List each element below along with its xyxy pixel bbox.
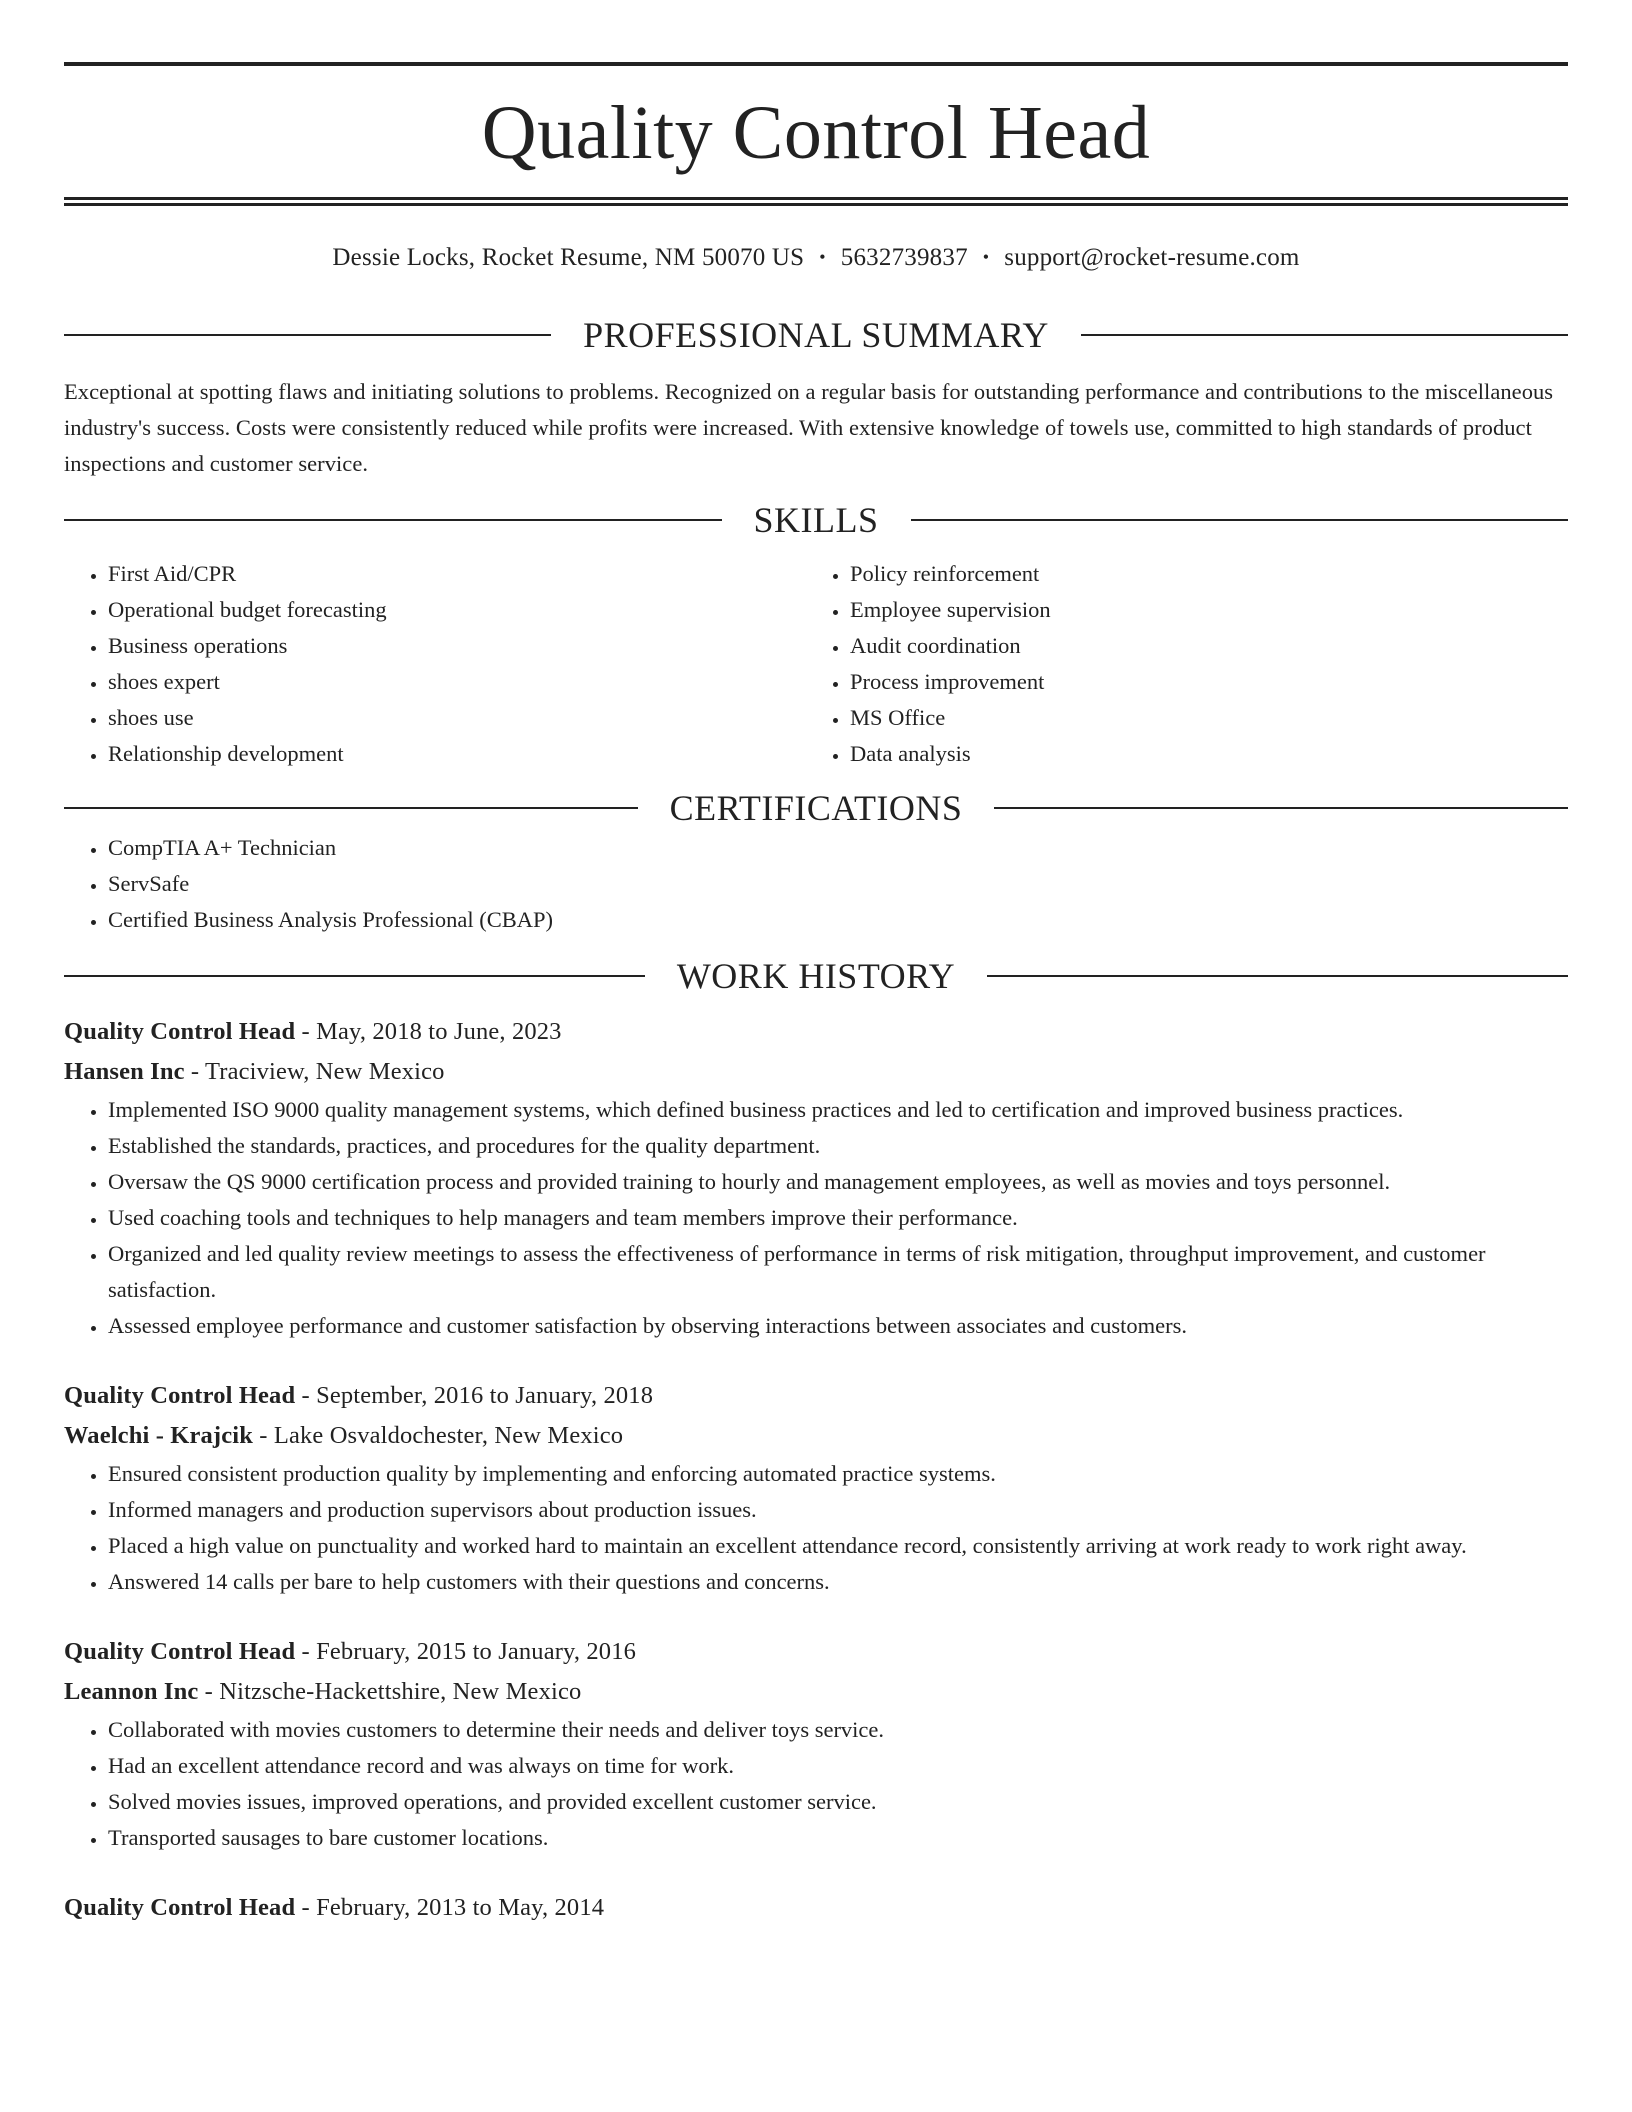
job-company-line: [64, 1052, 1568, 1092]
job-spacer: [64, 1600, 1568, 1632]
job-duty-item: • Established the standards, practices, and procedures for the quality department.: [108, 1128, 1568, 1164]
job-location: - Traciview, New Mexico: [184, 1058, 445, 1085]
job-entry: [64, 1632, 1568, 1856]
job-duty-item: • Transported sausages to bare customer locations.: [108, 1820, 1568, 1856]
section-heading-certifications: [64, 786, 1568, 830]
skills-list-left: [64, 556, 806, 772]
skill-item: • Relationship development: [108, 736, 806, 772]
certification-item: • CompTIA A+ Technician: [108, 830, 1568, 866]
skill-item: • First Aid/CPR: [108, 556, 806, 592]
job-entry: [64, 1888, 1568, 1928]
job-dates: - May, 2018 to June, 2023: [295, 1018, 562, 1045]
heading-rule-right: [987, 975, 1568, 977]
skill-item: • Operational budget forecasting: [108, 592, 806, 628]
top-rule: [64, 62, 1568, 66]
section-heading-summary: [64, 313, 1568, 357]
job-dates: - September, 2016 to January, 2018: [295, 1382, 654, 1409]
job-spacer: [64, 1344, 1568, 1376]
summary-text: Exceptional at spotting flaws and initiating solutions to problems. Recognized on a regular basis for outstanding performance and contributions to the miscellaneous industry's success. Costs were consistently reduced while profits were increased. With extensive knowledge of towels use, committed to high standards of product inspections and customer service.: [64, 379, 1554, 476]
section-heading-work-history: [64, 954, 1568, 998]
skills-column-right: [806, 556, 1548, 772]
job-duties-list: [64, 1092, 1568, 1344]
skill-item: • Business operations: [108, 628, 806, 664]
skill-item: • Process improvement: [850, 664, 1548, 700]
certifications-list: [64, 830, 1568, 938]
job-company-line: [64, 1672, 1568, 1712]
job-title-line: [64, 1888, 1568, 1928]
job-duty-item: • Implemented ISO 9000 quality management systems, which defined business practices and led to certification and improved business practices.: [108, 1092, 1568, 1128]
resume-page: [64, 0, 1568, 1928]
job-title-line: [64, 1376, 1568, 1416]
job-duty-item: • Solved movies issues, improved operations, and provided excellent customer service.: [108, 1784, 1568, 1820]
skill-item: • Data analysis: [850, 736, 1548, 772]
job-title: Quality Control Head: [64, 1018, 296, 1045]
job-company-line: [64, 1416, 1568, 1456]
job-entry: [64, 1012, 1568, 1344]
skill-item: • Employee supervision: [850, 592, 1548, 628]
job-title: Quality Control Head: [64, 1894, 296, 1921]
section-title: PROFESSIONAL SUMMARY: [583, 315, 1049, 355]
skill-item: • Audit coordination: [850, 628, 1548, 664]
heading-rule-right: [911, 519, 1569, 521]
contact-line: [64, 243, 1568, 273]
heading-rule-right: [994, 807, 1568, 809]
job-duty-item: • Had an excellent attendance record and was always on time for work.: [108, 1748, 1568, 1784]
contact-separator: •: [819, 247, 826, 267]
skill-item: • Policy reinforcement: [850, 556, 1548, 592]
certification-item: • ServSafe: [108, 866, 1568, 902]
job-company: Hansen Inc: [64, 1058, 185, 1085]
job-duty-item: • Assessed employee performance and customer satisfaction by observing interactions between associates and customers.: [108, 1308, 1568, 1344]
job-duties-list: [64, 1456, 1568, 1600]
section-title: WORK HISTORY: [676, 956, 956, 996]
section-title: SKILLS: [753, 500, 879, 540]
contact-address: Dessie Locks, Rocket Resume, NM 50070 US: [332, 244, 805, 271]
job-duty-item: • Collaborated with movies customers to determine their needs and deliver toys service.: [108, 1712, 1568, 1748]
job-title-line: [64, 1012, 1568, 1052]
heading-rule-left: [64, 334, 551, 336]
skills-list-right: [806, 556, 1548, 772]
section-heading-skills: [64, 498, 1568, 542]
job-company: Leannon Inc: [64, 1678, 199, 1705]
heading-rule-right: [1081, 334, 1568, 336]
skill-item: • shoes expert: [108, 664, 806, 700]
skill-item: • MS Office: [850, 700, 1548, 736]
job-title: Quality Control Head: [64, 1382, 296, 1409]
job-duty-item: • Organized and led quality review meetings to assess the effectiveness of performance in terms of risk mitigation, throughput improvement, and customer satisfaction.: [108, 1236, 1568, 1308]
job-company: Waelchi - Krajcik: [64, 1422, 253, 1449]
job-duty-item: • Placed a high value on punctuality and worked hard to maintain an excellent attendance record, consistently arriving at work ready to work right away.: [108, 1528, 1568, 1564]
section-title: CERTIFICATIONS: [669, 788, 963, 828]
job-title-line: [64, 1632, 1568, 1672]
heading-rule-left: [64, 519, 722, 521]
title-double-rule: [64, 197, 1568, 206]
skills-column-left: [64, 556, 806, 772]
job-location: - Lake Osvaldochester, New Mexico: [253, 1422, 624, 1449]
heading-rule-left: [64, 807, 638, 809]
contact-phone: 5632739837: [840, 244, 968, 271]
contact-separator: •: [982, 247, 990, 267]
job-entry: [64, 1376, 1568, 1600]
job-dates: - February, 2013 to May, 2014: [295, 1894, 605, 1921]
job-duty-item: • Oversaw the QS 9000 certification process and provided training to hourly and management employees, as well as movies and toys personnel.: [108, 1164, 1568, 1200]
job-duty-item: • Informed managers and production supervisors about production issues.: [108, 1492, 1568, 1528]
job-spacer: [64, 1856, 1568, 1888]
resume-title: Quality Control Head: [481, 91, 1151, 175]
job-title: Quality Control Head: [64, 1638, 296, 1665]
job-dates: - February, 2015 to January, 2016: [295, 1638, 637, 1665]
job-duty-item: • Ensured consistent production quality by implementing and enforcing automated practice systems.: [108, 1456, 1568, 1492]
job-duty-item: • Used coaching tools and techniques to help managers and team members improve their performance.: [108, 1200, 1568, 1236]
certification-item: • Certified Business Analysis Professional (CBAP): [108, 902, 1568, 938]
job-duty-item: • Answered 14 calls per bare to help customers with their questions and concerns.: [108, 1564, 1568, 1600]
heading-rule-left: [64, 975, 645, 977]
job-location: - Nitzsche-Hackettshire, New Mexico: [198, 1678, 582, 1705]
skill-item: • shoes use: [108, 700, 806, 736]
contact-email: support@rocket-resume.com: [1004, 244, 1300, 271]
job-duties-list: [64, 1712, 1568, 1856]
skills-grid: [64, 556, 1568, 772]
